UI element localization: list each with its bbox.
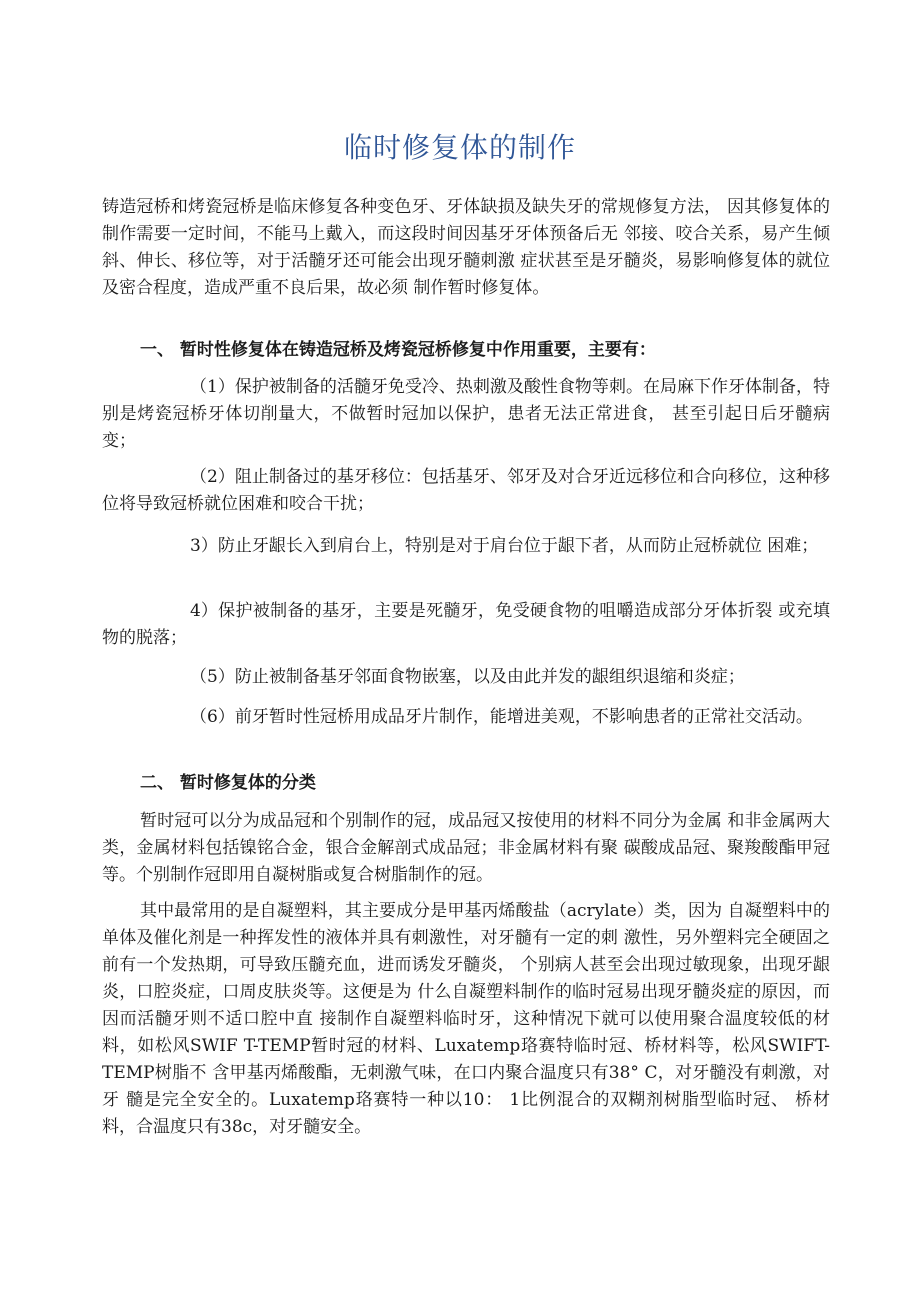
item-text: 保护被制备的活髓牙免受冷、热刺激及酸性食物等刺。在局麻下作牙体制备，特别是烤瓷冠桥牙体切削量大，不做暂时冠加以保护，患者无法正常进食， 甚至引起日后牙髓病变； — [102, 377, 830, 451]
item-text: 阻止制备过的基牙移位：包括基牙、邻牙及对合牙近远移位和合向移位，这种移位将导致冠桥就位困难和咬合干扰； — [102, 467, 830, 514]
document-title: 临时修复体的制作 — [343, 131, 576, 164]
item-number: （6） — [190, 707, 235, 727]
item-number: 4） — [190, 601, 218, 621]
section-1-item-2 — [102, 464, 830, 518]
section-1-item-1 — [102, 374, 830, 455]
section-2-paragraph-2: 其中最常用的是自凝塑料，其主要成分是甲基丙烯酸盐（acrylate）类，因为 自凝塑料中的单体及催化剂是一种挥发性的液体并具有刺激性，对牙髓有一定的刺 激性，另外塑料完全硬固之前有一个发热期，可导致压髓充血，进而诱发牙髓炎， 个别病人甚至会出现过敏现象，出现牙龈炎，口腔炎症，口周皮肤炎等。这便是为 什么自凝塑料制作的临时冠易出现牙髓炎症的原因，而因而活髓牙则不适口腔中直 接制作自凝塑料临时牙，这种情况下就可以使用聚合温度较低的材料，如松风SWIF T-TEMP暂时冠的材料、Luxatemp珞赛特临时冠、桥材料等，松风SWIFT-TEMP树脂不 含甲基丙烯酸酯，无刺激气味，在口内聚合温度只有38° C，对牙髓没有刺激，对牙 髓是完全安全的。Luxatemp珞赛特一种以10： 1比例混合的双糊剂树脂型临时冠、 桥材料，合温度只有38c，对牙髓安全。 — [102, 901, 830, 1137]
section-1-item-4 — [102, 598, 830, 652]
item-number: （1） — [190, 377, 235, 397]
section-1-heading: 一、 暂时性修复体在铸造冠桥及烤瓷冠桥修复中作用重要，主要有： — [140, 340, 656, 360]
item-number: （2） — [190, 467, 235, 487]
item-number: 3） — [190, 536, 218, 556]
intro-paragraph: 铸造冠桥和烤瓷冠桥是临床修复各种变色牙、牙体缺损及缺失牙的常规修复方法， 因其修复体的制作需要一定时间，不能马上戴入，而这段时间因基牙牙体预备后无 邻接、咬合关系，易产生倾斜、伸长、移位等，对于活髓牙还可能会出现牙髓刺激 症状甚至是牙髓炎，易影响修复体的就位及密合程度，造成严重不良后果，故必须 制作暂时修复体。 — [102, 197, 830, 298]
item-text: 保护被制备的基牙，主要是死髓牙，免受硬食物的咀嚼造成部分牙体折裂 或充填物的脱落； — [102, 601, 830, 648]
section-1-item-3 — [102, 533, 830, 560]
item-text: 防止被制备基牙邻面食物嵌塞，以及由此并发的龈组织退缩和炎症； — [234, 667, 745, 687]
item-number: （5） — [190, 667, 235, 687]
section-1-item-5 — [102, 664, 830, 691]
item-text: 前牙暂时性冠桥用成品牙片制作，能增进美观，不影响患者的正常社交活动。 — [234, 707, 813, 727]
section-2-paragraph-1: 暂时冠可以分为成品冠和个别制作的冠，成品冠又按使用的材料不同分为金属 和非金属两大类，金属材料包括镍铭合金，银合金解剖式成品冠；非金属材料有聚 碳酸成品冠、聚羧酸酯甲冠等。个别制作冠即用自凝树脂或复合树脂制作的冠。 — [102, 811, 830, 885]
section-1-item-6 — [102, 704, 830, 731]
section-2-heading: 二、 暂时修复体的分类 — [140, 773, 316, 793]
item-text: 防止牙龈长入到肩台上，特别是对于肩台位于龈下者，从而防止冠桥就位 困难； — [217, 536, 819, 556]
